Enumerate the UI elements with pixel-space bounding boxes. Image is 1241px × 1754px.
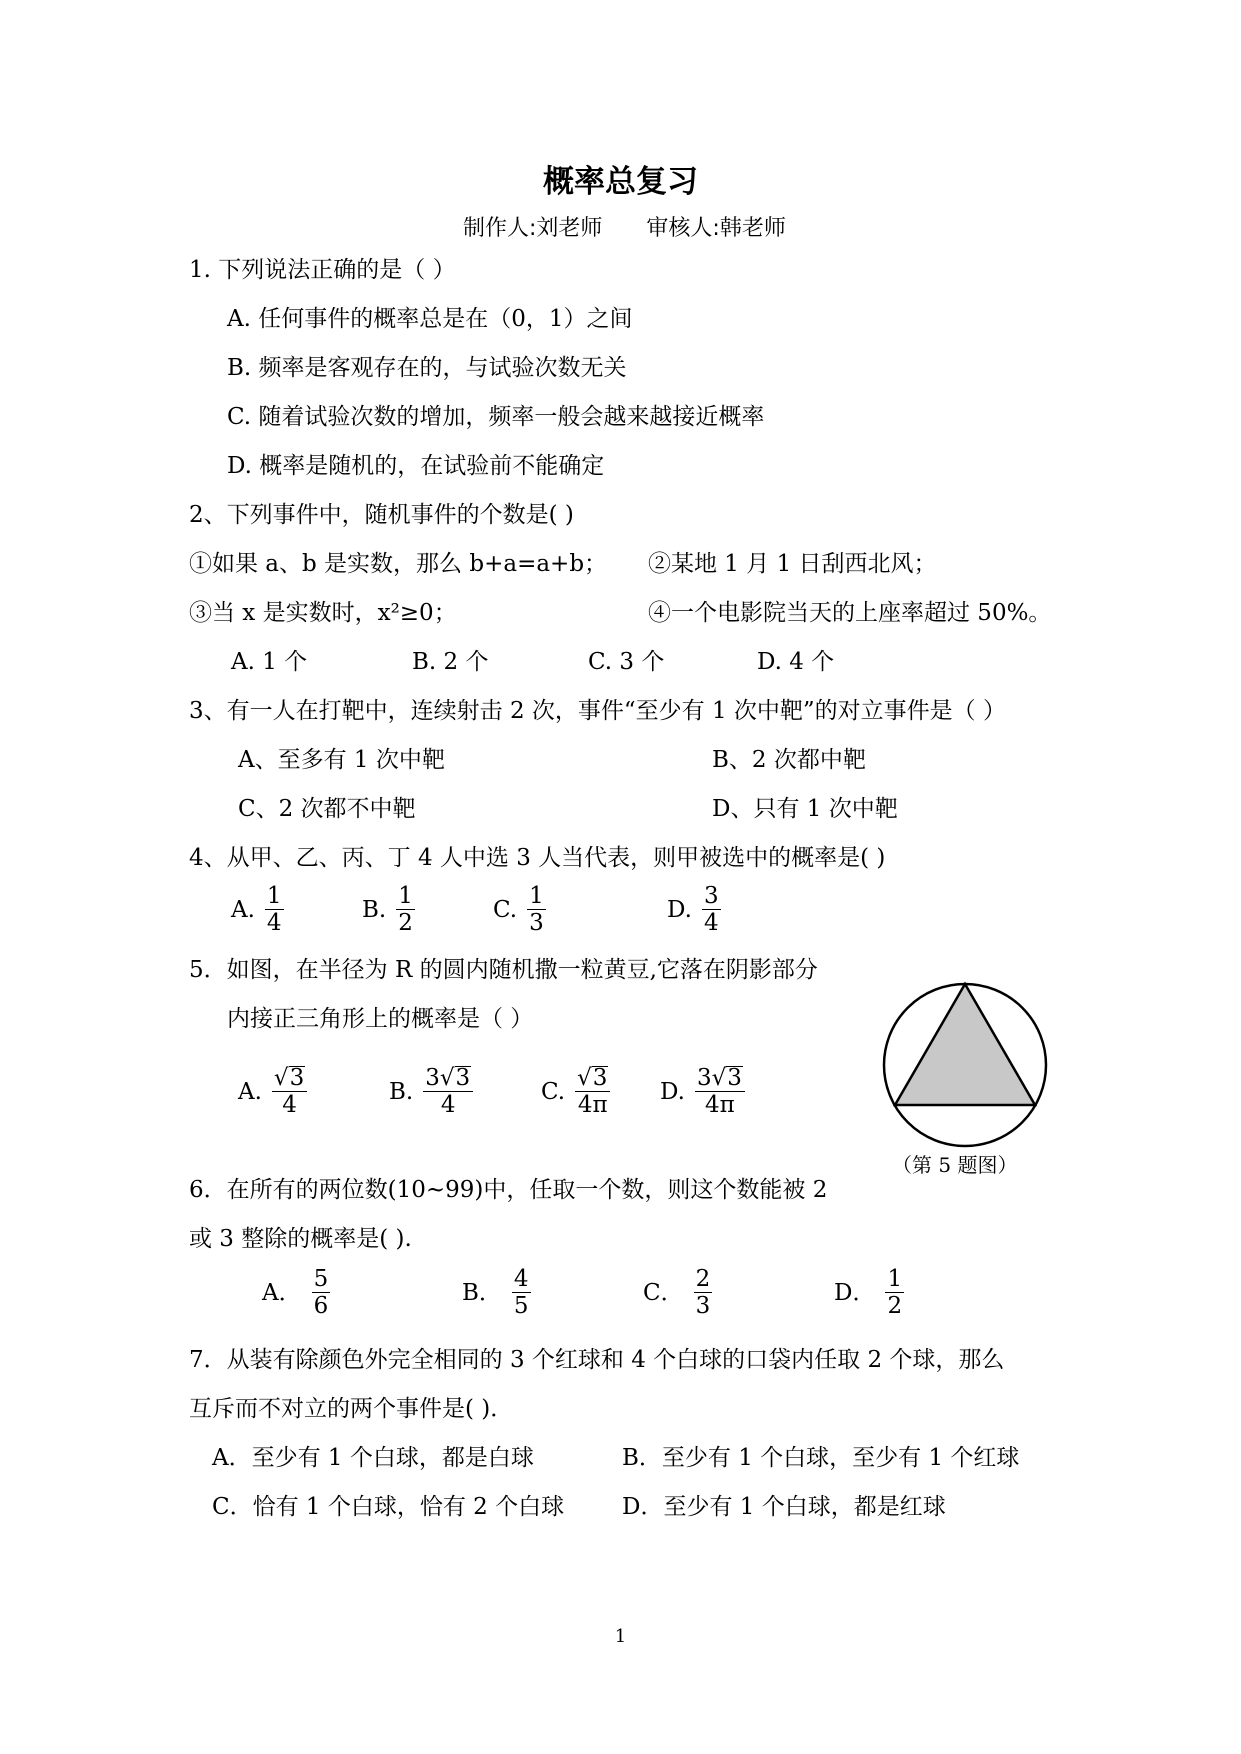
q6-option-a-label: A．	[262, 1279, 302, 1306]
q6-b-denominator: 5	[513, 1293, 529, 1319]
q5-option-c-fraction	[575, 1065, 610, 1118]
reviewer-label: 审核人:韩老师	[646, 216, 786, 241]
q5-b-coefficient: 3	[425, 1065, 440, 1091]
q6-a-numerator: 5	[313, 1266, 329, 1292]
q5-c-sqrt	[577, 1065, 608, 1091]
q4-option-d	[667, 883, 721, 936]
q6-option-d-label: D．	[834, 1279, 876, 1306]
q6-c-numerator: 2	[695, 1266, 711, 1292]
q5-figure-caption: （第 5 题图）	[892, 1153, 1018, 1177]
q6-option-a-fraction	[312, 1266, 331, 1319]
q7-stem-line1: 7．从装有除颜色外完全相同的 3 个红球和 4 个白球的口袋内任取 2 个球，那么	[189, 1347, 1005, 1373]
q4-a-numerator: 1	[266, 883, 282, 909]
q4-option-d-label: D.	[667, 896, 692, 923]
q5-b-denominator: 4	[440, 1092, 456, 1118]
q5-option-d-fraction	[695, 1065, 745, 1118]
q7-option-c: C．恰有 1 个白球，恰有 2 个白球	[212, 1494, 565, 1520]
q5-option-c	[541, 1065, 610, 1118]
q4-b-denominator: 2	[398, 910, 413, 936]
sqrt-sign: √	[711, 1065, 727, 1091]
sqrt-sign: √	[439, 1065, 455, 1091]
q1-option-c: C. 随着试验次数的增加，频率一般会越来越接近概率	[227, 404, 765, 430]
q5-c-denominator: 4π	[577, 1092, 608, 1118]
q3-option-c: C、2 次都不中靶	[238, 796, 416, 822]
q5-option-b-fraction	[423, 1065, 473, 1118]
q3-option-a: A、至多有 1 次中靶	[238, 747, 445, 773]
q4-option-a-fraction	[265, 883, 284, 936]
q4-option-a-label: A.	[231, 896, 255, 923]
q6-d-denominator: 2	[887, 1293, 903, 1319]
q3-option-d: D、只有 1 次中靶	[712, 796, 898, 822]
q6-stem-line1: 6．在所有的两位数(10~99)中，任取一个数，则这个数能被 2	[189, 1177, 828, 1203]
q7-option-b: B．至少有 1 个白球，至少有 1 个红球	[622, 1445, 1020, 1471]
page-number: 1	[614, 1626, 627, 1647]
q5-a-denominator: 4	[282, 1092, 297, 1118]
q4-a-denominator: 4	[266, 910, 282, 936]
q5-option-d-label: D.	[660, 1078, 685, 1105]
maker-label: 制作人:刘老师	[463, 216, 603, 241]
q5-d-numerator	[695, 1065, 745, 1092]
q6-option-b	[462, 1266, 531, 1319]
q3-option-b: B、2 次都中靶	[712, 747, 866, 773]
q2-event-1: ①如果 a、b 是实数，那么 b+a=a+b；	[189, 551, 608, 577]
q6-option-a	[262, 1266, 330, 1319]
q4-b-numerator: 1	[398, 883, 413, 909]
q7-option-a: A．至少有 1 个白球，都是白球	[212, 1445, 534, 1471]
q5-b-numerator	[423, 1065, 473, 1092]
page-title: 概率总复习	[543, 164, 698, 200]
q5-c-radicand: 3	[592, 1065, 608, 1091]
q4-option-b-fraction	[396, 883, 415, 936]
q5-option-a-label: A.	[238, 1078, 262, 1105]
q6-a-denominator: 6	[313, 1293, 329, 1319]
q6-option-d-fraction	[885, 1266, 904, 1319]
q5-a-radicand: 3	[289, 1065, 305, 1091]
q4-option-d-fraction	[702, 883, 721, 936]
sqrt-sign: √	[273, 1065, 289, 1091]
q5-d-coefficient: 3	[696, 1065, 712, 1091]
q1-option-d: D. 概率是随机的，在试验前不能确定	[227, 453, 605, 479]
q4-option-c-fraction	[527, 883, 546, 936]
q6-option-c-fraction	[694, 1266, 713, 1319]
q5-option-b-label: B.	[389, 1078, 414, 1105]
q5-b-sqrt	[440, 1065, 471, 1091]
q5-option-d	[660, 1065, 745, 1118]
q5-a-sqrt	[274, 1065, 305, 1091]
q5-option-a-fraction	[272, 1065, 307, 1118]
q4-option-b	[362, 883, 415, 936]
q2-stem: 2、下列事件中，随机事件的个数是( )	[189, 502, 574, 528]
sqrt-sign: √	[577, 1065, 592, 1091]
q5-d-sqrt	[712, 1065, 743, 1091]
q5-figure-circle-triangle	[880, 980, 1050, 1150]
q5-option-a	[238, 1065, 307, 1118]
q4-option-c	[493, 883, 546, 936]
q4-c-denominator: 3	[529, 910, 544, 936]
q2-option-a: A. 1 个	[231, 649, 308, 675]
q5-option-c-label: C.	[541, 1078, 566, 1105]
q6-c-denominator: 3	[695, 1293, 711, 1319]
q5-stem-line2: 内接正三角形上的概率是（ ）	[227, 1006, 534, 1032]
q7-stem-line2: 互斥而不对立的两个事件是( )．	[189, 1396, 514, 1422]
q6-option-b-label: B．	[462, 1279, 502, 1306]
q2-option-b: B. 2 个	[412, 649, 489, 675]
q5-stem-line1: 5．如图，在半径为 R 的圆内随机撒一粒黄豆,它落在阴影部分	[189, 957, 818, 983]
q5-d-denominator: 4π	[705, 1092, 735, 1118]
q2-option-c: C. 3 个	[588, 649, 665, 675]
q6-option-c-label: C．	[643, 1279, 684, 1306]
q6-option-b-fraction	[512, 1266, 531, 1319]
q4-option-c-label: C.	[493, 896, 518, 923]
q6-option-d	[834, 1266, 904, 1319]
q1-option-b: B. 频率是客观存在的，与试验次数无关	[227, 355, 627, 381]
q3-stem: 3、有一人在打靶中，连续射击 2 次，事件“至少有 1 次中靶”的对立事件是（ ）	[189, 698, 1006, 724]
q4-d-denominator: 4	[703, 910, 719, 936]
q2-event-4: ④一个电影院当天的上座率超过 50%。	[648, 600, 1052, 626]
q6-b-numerator: 4	[513, 1266, 529, 1292]
q4-stem: 4、从甲、乙、丙、丁 4 人中选 3 人当代表，则甲被选中的概率是( )	[189, 845, 886, 871]
q4-option-a	[231, 883, 284, 936]
q5-d-radicand: 3	[727, 1065, 742, 1091]
q4-option-b-label: B.	[362, 896, 387, 923]
q5-c-numerator	[575, 1065, 610, 1092]
q1-option-a: A. 任何事件的概率总是在（0，1）之间	[227, 306, 633, 332]
inscribed-triangle-shape	[895, 984, 1035, 1105]
q4-c-numerator: 1	[529, 883, 544, 909]
q5-option-b	[389, 1065, 473, 1118]
q4-d-numerator: 3	[703, 883, 719, 909]
q2-option-d: D. 4 个	[757, 649, 835, 675]
q6-option-c	[643, 1266, 712, 1319]
q2-event-2: ②某地 1 月 1 日刮西北风；	[648, 551, 937, 577]
q2-event-3: ③当 x 是实数时，x²≥0；	[189, 600, 457, 626]
q5-b-radicand: 3	[455, 1065, 471, 1091]
q6-stem-line2: 或 3 整除的概率是( ).	[189, 1226, 412, 1252]
q6-d-numerator: 1	[887, 1266, 903, 1292]
q5-a-numerator	[272, 1065, 307, 1092]
q7-option-d: D．至少有 1 个白球，都是红球	[622, 1494, 946, 1520]
authors-line	[463, 214, 786, 244]
q1-stem: 1. 下列说法正确的是（ ）	[189, 257, 456, 283]
